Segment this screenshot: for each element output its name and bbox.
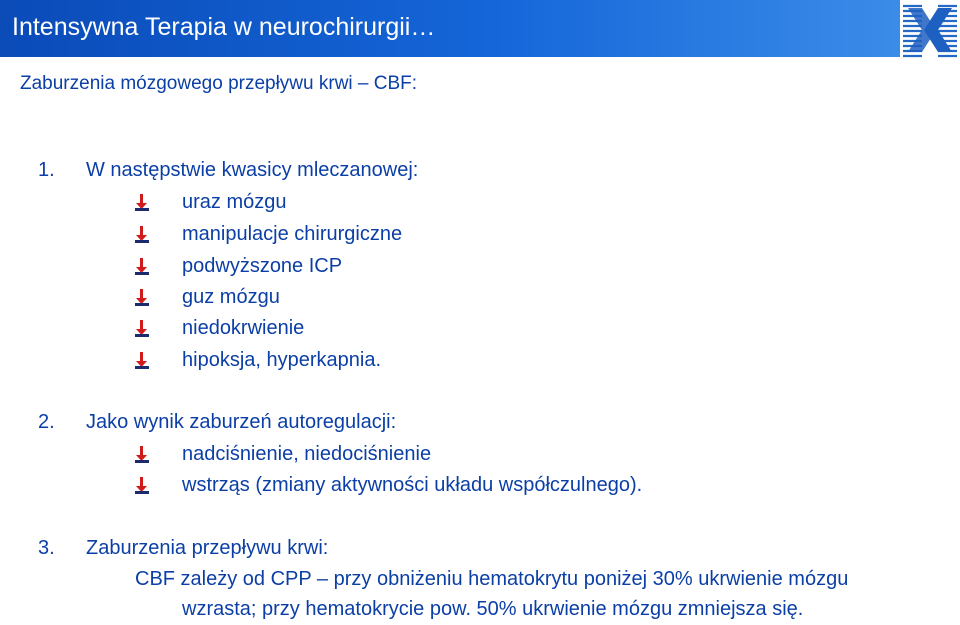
page-title: Intensywna Terapia w neurochirurgii… <box>12 13 436 41</box>
list-item: niedokrwienie <box>182 317 305 339</box>
list-item: podwyższone ICP <box>182 255 343 277</box>
arrow-bullet-icon <box>135 446 149 463</box>
section-2-number: 2. <box>38 411 55 433</box>
title-bar <box>0 0 900 57</box>
list-item: manipulacje chirurgiczne <box>182 223 403 245</box>
list-item: wstrząs (zmiany aktywności układu współczulnego). <box>182 474 643 496</box>
arrow-bullet-icon <box>135 226 149 243</box>
list-item: hipoksja, hyperkapnia. <box>182 349 382 371</box>
arrow-bullet-icon <box>135 258 149 275</box>
section-1-number: 1. <box>38 159 55 181</box>
section-3-line-1: CBF zależy od CPP – przy obniżeniu hematokrytu poniżej 30% ukrwienie mózgu <box>135 568 849 590</box>
hospital-logo-icon <box>900 0 960 60</box>
arrow-bullet-icon <box>135 352 149 369</box>
section-1-heading: W następstwie kwasicy mleczanowej: <box>86 159 419 181</box>
section-2-heading: Jako wynik zaburzeń autoregulacji: <box>86 411 397 433</box>
slide-subtitle: Zaburzenia mózgowego przepływu krwi – CBF: <box>20 73 418 94</box>
section-3-heading: Zaburzenia przepływu krwi: <box>86 537 329 559</box>
list-item: uraz mózgu <box>182 191 287 213</box>
list-item: nadciśnienie, niedociśnienie <box>182 443 432 465</box>
arrow-bullet-icon <box>135 194 149 211</box>
arrow-bullet-icon <box>135 477 149 494</box>
arrow-bullet-icon <box>135 289 149 306</box>
list-item: guz mózgu <box>182 286 280 308</box>
section-3-number: 3. <box>38 537 55 559</box>
section-3-line-2: wzrasta; przy hematokrycie pow. 50% ukrwienie mózgu zmniejsza się. <box>182 598 804 620</box>
arrow-bullet-icon <box>135 320 149 337</box>
